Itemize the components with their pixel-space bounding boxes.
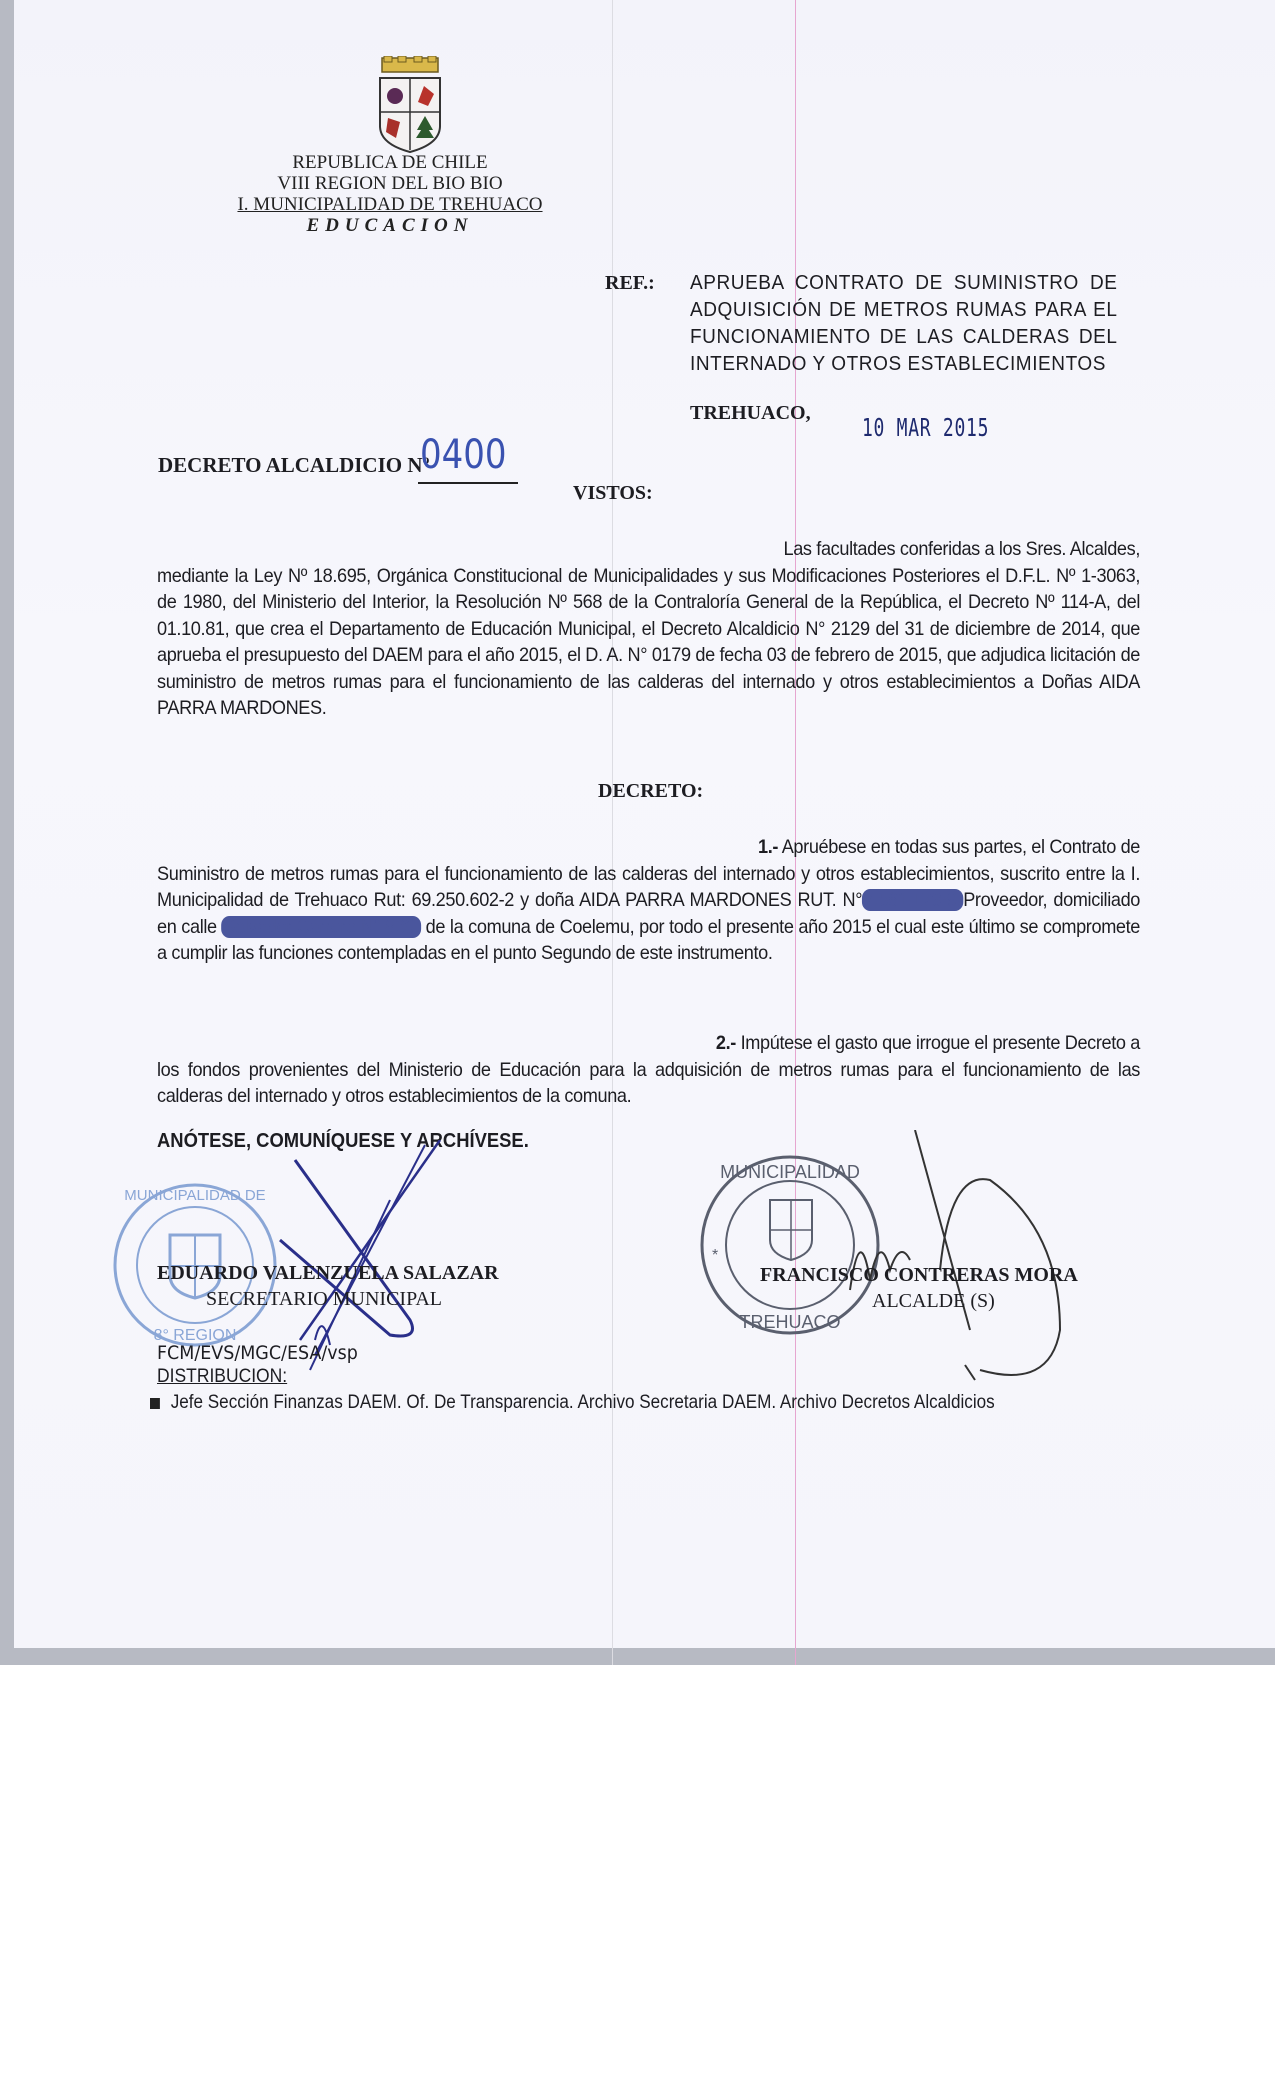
svg-text:8° REGION: 8° REGION: [153, 1327, 237, 1344]
header-municipality: I. MUNICIPALIDAD DE TREHUACO: [237, 194, 543, 215]
decreto-item-1: [157, 834, 1140, 967]
decree-label: DECRETO ALCALDICIO Nº: [158, 453, 430, 477]
item-2-lead: Impútese el gasto que irrogue el presente Decreto a: [740, 1032, 1141, 1054]
vistos-paragraph: [157, 536, 1140, 722]
vistos-heading: VISTOS:: [573, 482, 653, 504]
scan-line-artifact-pink: [795, 0, 796, 1665]
decreto-heading: DECRETO:: [598, 780, 704, 802]
item-1-number: 1.-: [757, 836, 779, 858]
svg-text:MUNICIPALIDAD: MUNICIPALIDAD: [720, 1162, 860, 1182]
svg-text:MUNICIPALIDAD DE: MUNICIPALIDAD DE: [124, 1187, 266, 1204]
ref-text: APRUEBA CONTRATO DE SUMINISTRO DE ADQUISICIÓN DE METROS RUMAS PARA EL FUNCIONAMIENTO DE LAS CALDERAS DEL INTERNADO Y OTROS ESTABLECIMIENTOS: [690, 272, 1118, 375]
redacted-rut: 7.581.179-9,: [863, 889, 962, 911]
item-1-text-after: de la comuna de Coelemu, por todo el presente año 2015 el cual este último se compromete a cumplir las funciones contempladas en el punto Segundo de este instrumento.: [157, 915, 1141, 964]
scan-line-artifact: [612, 0, 613, 1665]
date-stamp: 10 MAR 2015: [862, 413, 990, 442]
coat-of-arms-icon: [362, 56, 458, 154]
decree-number-handwritten: 0400: [420, 432, 507, 478]
mayor-signature: [840, 1130, 1080, 1390]
item-2-text: los fondos provenientes del Ministerio de Educación para la adquisición de metros rumas para el funcionamiento de las calderas del internado y otros establecimientos de la comuna.: [157, 1058, 1141, 1107]
bullet-square-icon: [150, 1398, 160, 1409]
svg-text:TREHUACO: TREHUACO: [739, 1312, 841, 1332]
svg-text:*: *: [712, 1247, 719, 1264]
redacted-address: Salvador Carrere N° 830,: [223, 915, 419, 938]
ref-label: REF.:: [605, 272, 655, 294]
decree-number-underline: [418, 482, 518, 484]
distribution-item: [150, 1392, 995, 1414]
item-1-text-mid: Proveedor, domiciliado en calle: [157, 889, 1141, 938]
secretary-name: EDUARDO VALENZUELA SALAZAR: [157, 1262, 499, 1284]
mayor-name: FRANCISCO CONTRERAS MORA: [760, 1264, 1078, 1286]
mayor-title: ALCALDE (S): [872, 1290, 995, 1312]
closing-formula: ANÓTESE, COMUNÍQUESE Y ARCHÍVESE.: [157, 1130, 529, 1152]
header-department: EDUCACION: [306, 215, 474, 236]
header-region: VIII REGION DEL BIO BIO: [277, 173, 503, 194]
distribution-item-text: Jefe Sección Finanzas DAEM. Of. De Transparencia. Archivo Secretaria DAEM. Archivo Decretos Alcaldicios: [170, 1392, 995, 1413]
decreto-item-2: [157, 1030, 1140, 1110]
place-label: TREHUACO,: [690, 402, 811, 424]
initials: FCM/EVS/MGC/ESA/vsp: [157, 1342, 358, 1364]
distribution-heading: DISTRIBUCION:: [157, 1366, 288, 1387]
item-1-lead: Apruébese en todas sus partes, el Contrato de: [781, 836, 1141, 858]
secretary-title: SECRETARIO MUNICIPAL: [206, 1288, 443, 1310]
vistos-first-line: Las facultades conferidas a los Sres. Alcaldes,: [783, 538, 1141, 560]
item-1-text: Suministro de metros rumas para el funcionamiento de las calderas del internado y otros establecimientos, suscrito entre la I. Municipalidad de Trehuaco Rut: 69.250.602-2 y doña AIDA PARRA MARDONES RUT. N°: [157, 862, 1141, 911]
item-2-number: 2.-: [715, 1032, 736, 1054]
vistos-text: mediante la Ley Nº 18.695, Orgánica Constitucional de Municipalidades y sus Modificaciones Posteriores el D.F.L. Nº 1-3063, de 1980, del Ministerio del Interior, la Resolución Nº 568 de la Contraloría General de la República, el Decreto Nº 114-A, del 01.10.81, que crea el Departamento de Educación Municipal, el Decreto Alcaldicio N° 2129 del 31 de diciembre de 2014, que aprueba el presupuesto del DAEM para el año 2015, el D. A. N° 0179 de fecha 03 de febrero de 2015, que adjudica licitación de suministro de metros rumas para el funcionamiento de las calderas del internado y otros establecimientos a Doñas AIDA PARRA MARDONES.: [157, 564, 1141, 719]
header-country: REPUBLICA DE CHILE: [292, 152, 488, 173]
